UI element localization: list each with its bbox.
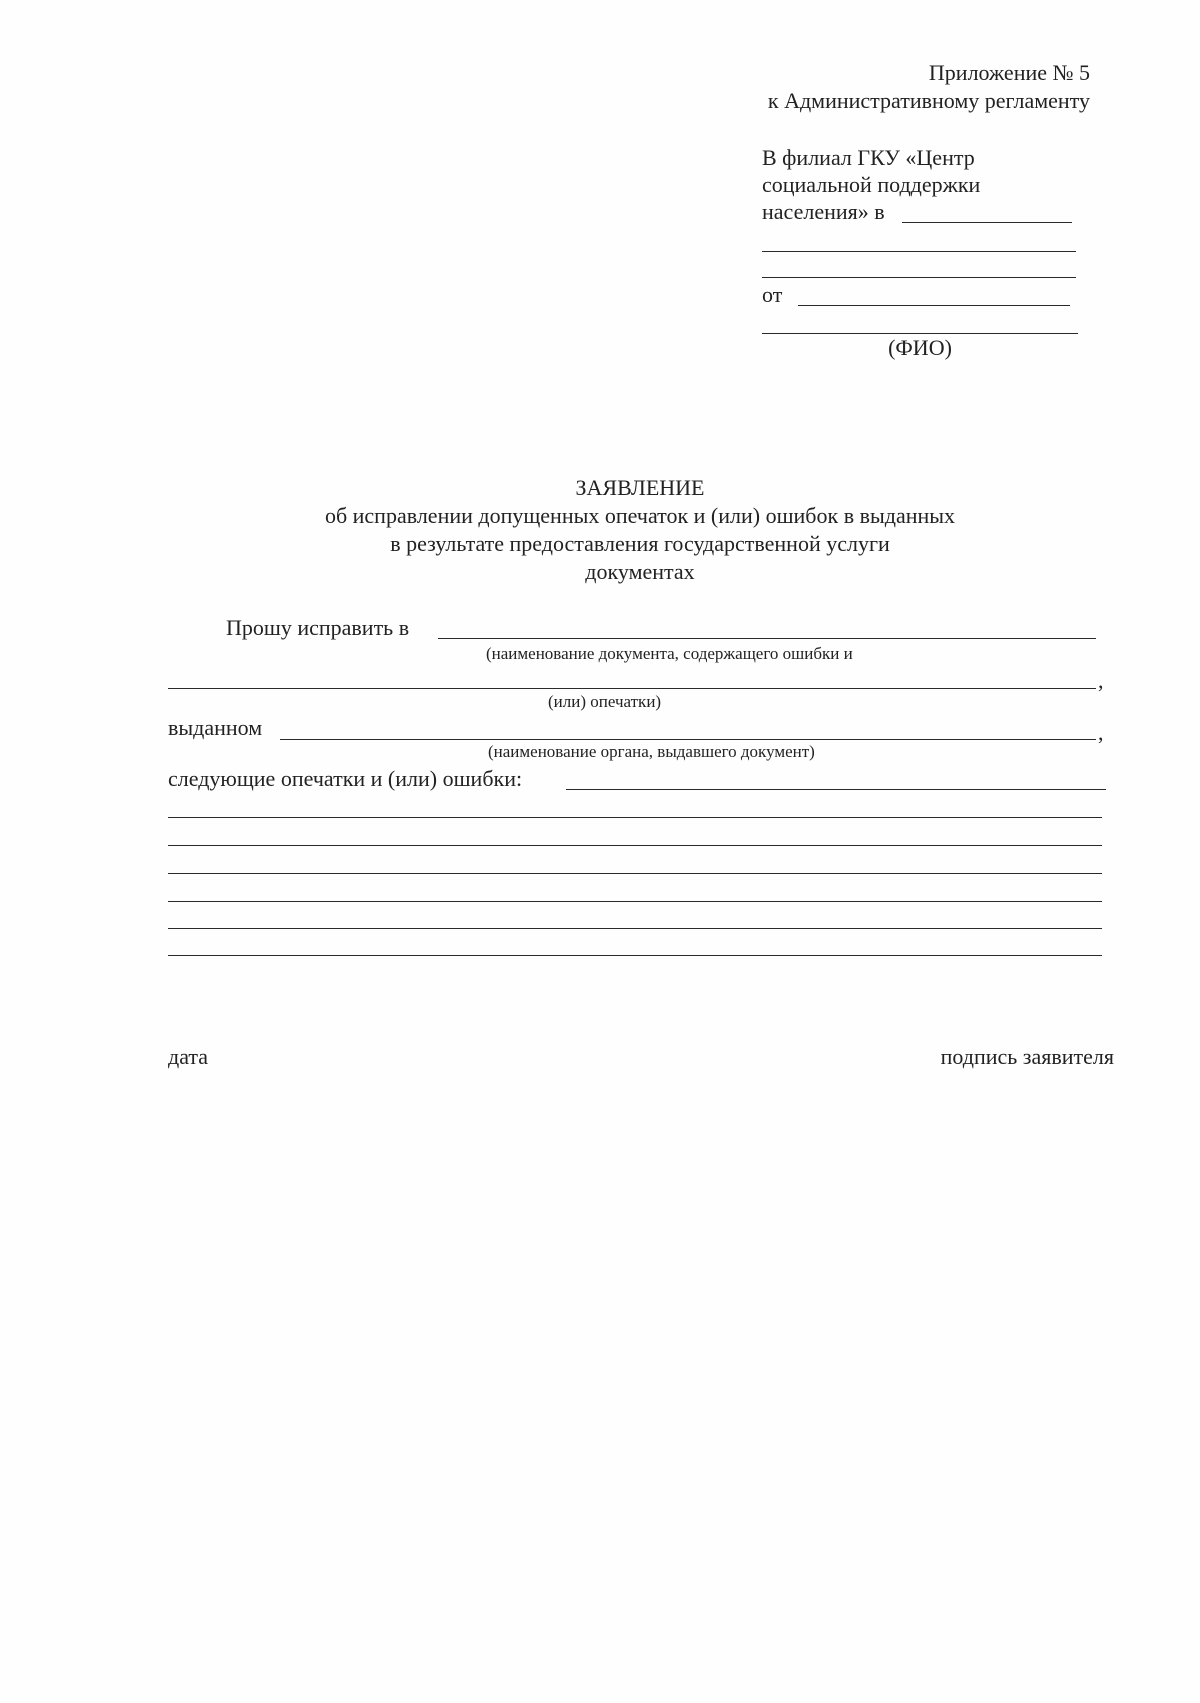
applicant-name-field-2[interactable]	[762, 333, 1078, 334]
branch-location-field[interactable]	[902, 222, 1072, 223]
comma-1: ,	[1098, 668, 1104, 693]
document-name-field-2[interactable]	[168, 688, 1096, 689]
request-label: Прошу исправить в	[226, 615, 410, 640]
errors-field-4[interactable]	[168, 873, 1102, 874]
document-name-caption-2: (или) опечатки)	[548, 692, 662, 711]
date-label: дата	[168, 1044, 209, 1069]
document-name-field[interactable]	[438, 638, 1096, 639]
document-subtitle-2: в результате предоставления государственной услуги	[390, 531, 890, 556]
issuer-field[interactable]	[280, 739, 1096, 740]
fio-caption: (ФИО)	[888, 335, 952, 360]
from-label: от	[762, 282, 783, 307]
applicant-name-field[interactable]	[798, 305, 1070, 306]
errors-field-1[interactable]	[566, 789, 1106, 790]
errors-field-6[interactable]	[168, 928, 1102, 929]
branch-location-field-2[interactable]	[762, 251, 1076, 252]
document-subtitle-3: документах	[585, 559, 695, 584]
errors-label: следующие опечатки и (или) ошибки:	[168, 766, 523, 791]
addressee-line-2: социальной поддержки	[762, 172, 981, 197]
appendix-number: Приложение № 5	[928, 60, 1090, 85]
errors-field-2[interactable]	[168, 817, 1102, 818]
addressee-line-1: В филиал ГКУ «Центр	[762, 145, 975, 170]
document-name-caption: (наименование документа, содержащего ошибки и	[486, 644, 853, 663]
errors-field-7[interactable]	[168, 955, 1102, 956]
issued-label: выданном	[168, 715, 263, 740]
document-title: ЗАЯВЛЕНИЕ	[575, 475, 705, 500]
branch-location-field-3[interactable]	[762, 277, 1076, 278]
addressee-line-3: населения» в	[762, 199, 885, 224]
comma-2: ,	[1098, 720, 1104, 745]
issuer-caption: (наименование органа, выдавшего документ)	[488, 742, 815, 761]
signature-label: подпись заявителя	[940, 1044, 1114, 1069]
appendix-reference: к Административному регламенту	[767, 88, 1090, 113]
document-subtitle-1: об исправлении допущенных опечаток и (или) ошибок в выданных	[324, 503, 956, 528]
errors-field-5[interactable]	[168, 901, 1102, 902]
errors-field-3[interactable]	[168, 845, 1102, 846]
